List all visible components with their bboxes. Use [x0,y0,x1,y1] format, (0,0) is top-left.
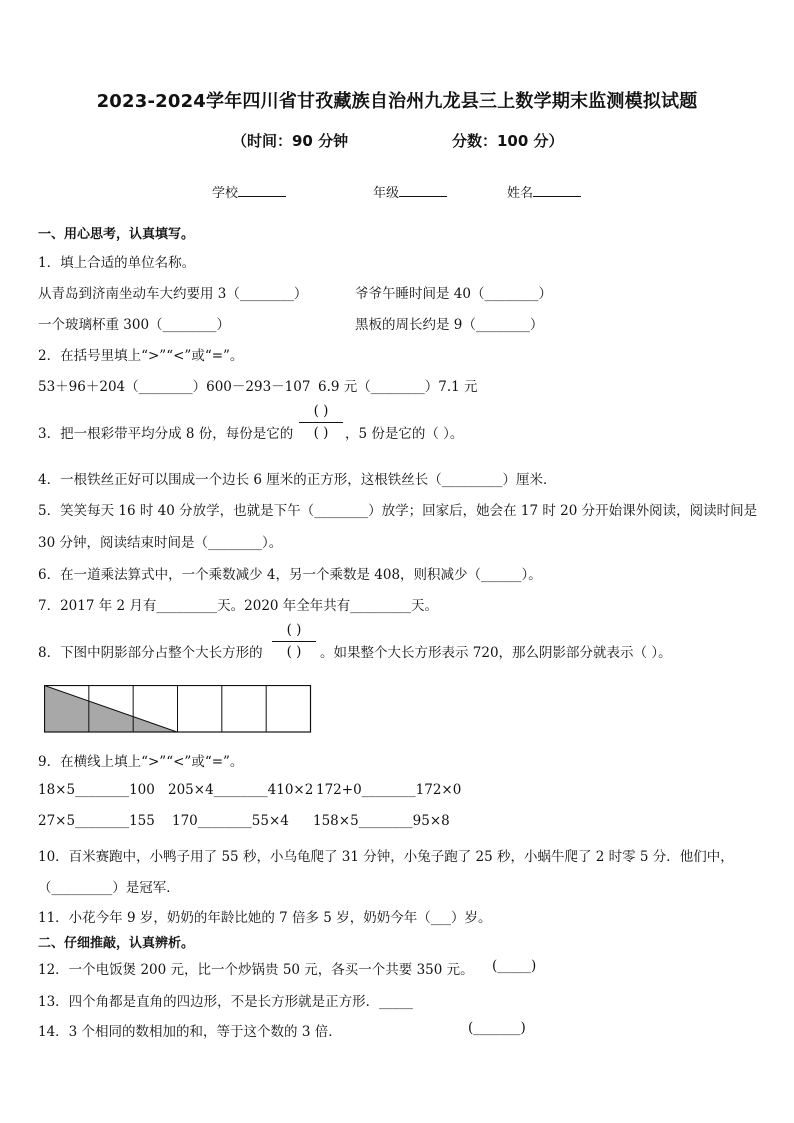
q8-rectangle-figure [44,685,312,733]
exam-time: （时间：90 分钟 [232,132,349,150]
q8-denominator: ( ) [286,644,302,660]
q1-item-c: 一个玻璃杯重 300（________） [38,317,231,333]
q5-line2: 30 分钟，阅读结束时间是（________）。 [38,535,283,551]
q9-row2-b: 170________55×4 [172,813,289,829]
q8-text-right: 。如果整个大长方形表示 720，那么阴影部分就表示（ ）。 [320,645,672,661]
q8-numerator: ( ) [286,622,302,638]
q7-text: 7．2017 年 2 月有_________天。2020 年全年共有_________天。 [38,598,439,614]
q4-text: 4．一根铁丝正好可以围成一个边长 6 厘米的正方形，这根铁丝长（_________）厘米． [38,472,557,488]
grade-blank[interactable] [399,184,447,197]
shaded-triangle [45,686,178,733]
q1-item-a: 从青岛到济南坐动车大约要用 3（________） [38,286,308,302]
q3-text-right: ，5 份是它的（ ）。 [345,426,464,442]
fraction-bar [299,422,343,423]
fraction-bar [272,641,316,642]
q3-numerator: ( ) [313,403,329,419]
school-label: 学校 [212,186,239,201]
q1-item-d: 黑板的周长约是 9（________） [355,317,544,333]
q3-denominator: ( ) [313,425,329,441]
q1-text: 1．填上合适的单位名称。 [38,255,196,271]
q14-text: 14．3 个相同的数相加的和，等于这个数的 3 倍． [38,1024,342,1040]
q13-text: 13．四个角都是直角的四边形，不是长方形就是正方形．_____ [38,994,413,1010]
q8-text-left: 8．下图中阴影部分占整个大长方形的 [38,645,263,661]
q5-line1: 5．笑笑每天 16 时 40 分放学，也就是下午（________）放学；回家后，她会在 17 时 20 分开始课外阅读，阅读时间是 [38,503,758,519]
q2-item-a: 53＋96＋204（________）600－293－107 [38,379,311,395]
q2-item-b: 6.9 元（________）7.1 元 [318,379,478,395]
q9-row2-a: 27×5________155 [38,813,155,829]
grade-field [373,182,447,201]
q11-text: 11．小花今年 9 岁，奶奶的年龄比她的 7 倍多 5 岁，奶奶今年（___）岁。 [38,910,492,926]
q3-text-left: 3．把一根彩带平均分成 8 份，每份是它的 [38,426,294,442]
q9-row2-c: 158×5________95×8 [313,813,450,829]
q10-line2: （_________）是冠军． [38,880,180,896]
q6-text: 6．在一道乘法算式中，一个乘数减少 4，另一个乘数是 408，则积减少（______）。 [38,567,542,583]
section-1-heading: 一、用心思考，认真填写。 [38,227,195,242]
grade-label: 年级 [373,186,400,201]
exam-score: 分数：100 分） [452,132,564,150]
section-2-heading: 二、仔细推敲，认真辨析。 [38,936,195,951]
q12-text: 12．一个电饭煲 200 元，比一个炒锅贵 50 元，各买一个共要 350 元。 [38,962,474,978]
name-label: 姓名 [507,186,534,201]
q3-fraction[interactable] [299,403,343,442]
page-title: 2023-2024学年四川省甘孜藏族自治州九龙县三上数学期末监测模拟试题 [96,91,698,112]
q8-fraction[interactable] [272,622,316,661]
name-blank[interactable] [533,184,581,197]
q9-text: 9．在横线上填上“>”“<”或“=”。 [38,754,244,770]
name-field [507,182,581,201]
q12-answer-blank[interactable]: (_____) [492,958,537,974]
school-field [212,182,286,201]
q9-row1-a: 18×5________100 [38,782,155,798]
q10-line1: 10．百米赛跑中，小鸭子用了 55 秒，小乌龟爬了 31 分钟，小兔子跑了 25 秒，小蜗牛爬了 2 时零 5 分．他们中， [38,849,734,865]
school-blank[interactable] [238,184,286,197]
q1-item-b: 爷爷午睡时间是 40（________） [355,286,552,302]
q9-row1-c: 172+0________172×0 [316,782,462,798]
q9-row1-b: 205×4________410×2 [168,782,314,798]
q14-answer-blank[interactable]: (_______) [468,1020,526,1036]
q2-text: 2．在括号里填上“>”“<”或“=”。 [38,348,244,364]
